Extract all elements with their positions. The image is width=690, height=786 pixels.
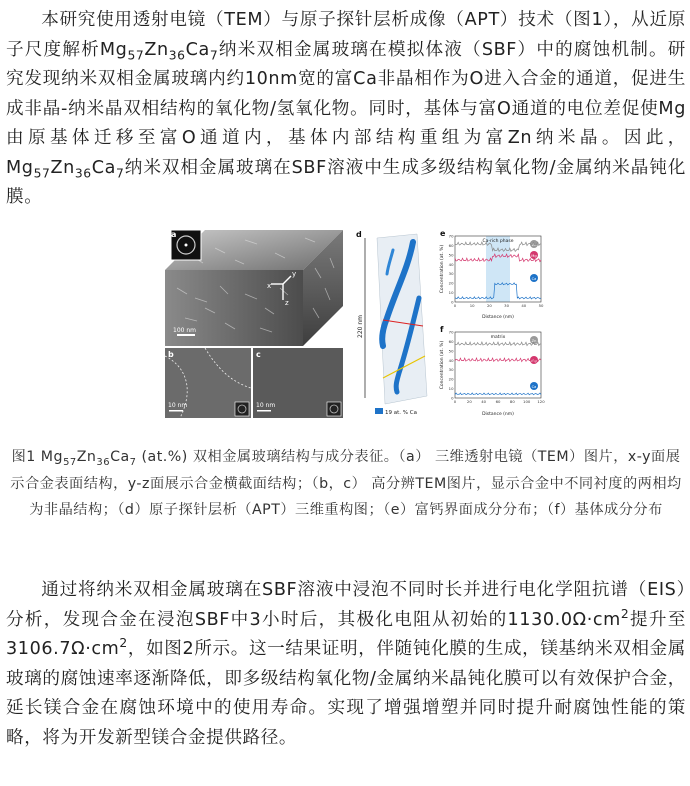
e-xtick: 0	[453, 303, 457, 308]
ca-rich-profile-chart	[439, 228, 545, 320]
e-ytick: 20	[448, 280, 454, 286]
panel-label-f: f	[440, 325, 444, 334]
e-xtick: 40	[521, 303, 527, 308]
e-ytick: 0	[451, 299, 454, 305]
e-ytick: 30	[448, 271, 454, 277]
axis-label-z: z	[285, 299, 289, 307]
f-ytick: 0	[451, 395, 454, 401]
panel-label-a: a	[171, 230, 177, 239]
apt-legend: 19 at. % Ca	[385, 410, 417, 416]
f-xtick: 60	[495, 399, 501, 404]
f-ytick: 70	[448, 329, 454, 335]
apt-reconstruction	[353, 228, 437, 418]
zn-badge-text: Zn	[531, 242, 537, 247]
text-run: Ca	[185, 39, 210, 60]
matrix-profile-chart	[439, 324, 545, 418]
apt-height-label: 220 nm	[357, 314, 364, 338]
subscript: 36	[168, 48, 186, 63]
hrtem-image-b	[165, 348, 251, 418]
text-run: 提升至3106.7Ω·cm	[6, 609, 686, 659]
ca-badge-text: Ca	[531, 384, 537, 389]
panel-b-hrtem	[165, 348, 251, 418]
ca-badge-text: Ca	[531, 276, 537, 281]
e-ytick: 40	[448, 261, 454, 267]
e-xtick: 20	[486, 303, 492, 308]
panel-c-hrtem	[253, 348, 343, 418]
figure-caption	[6, 444, 686, 524]
panel-d-apt	[353, 228, 437, 418]
f-xtick: 0	[453, 399, 457, 404]
f-yaxis-label: Concentration (at. %)	[440, 340, 445, 390]
text-run: Zn	[144, 39, 169, 60]
e-ytick: 70	[448, 233, 454, 239]
text-run: 纳米双相金属玻璃在SBF溶液中生成多级结构氧化物/金属纳米晶钝化膜。	[6, 157, 686, 207]
subscript: 36	[74, 166, 92, 181]
text-run: ，如图2所示。这一结果证明，伴随钝化膜的生成，镁基纳米双相金属玻璃的腐蚀速率逐渐降低，即多级结构氧化物/金属纳米晶钝化膜可以有效保护合金，延长镁合金在腐蚀环境中的使用寿命。实现了增强增塑并同时提升耐腐蚀性能的策略，将为开发新型镁合金提供路径。	[6, 639, 686, 748]
caption-text: Zn	[76, 449, 97, 465]
e-xaxis-label: Distance (nm)	[482, 315, 514, 320]
caption-text: Ca	[110, 449, 130, 465]
mg-badge-text: Mg	[531, 358, 537, 363]
mg-badge-text: Mg	[531, 253, 537, 258]
panel-e-profile	[439, 228, 545, 320]
axis-label-x: x	[267, 282, 272, 290]
caption-text: (at.%) 双相金属玻璃结构与成分表征。（a） 三维透射电镜（TEM）图片，x-y面展示合金表面结构，y-z面展示合金横截面结构；（b，c） 高分辨TEM图片，显示合金中不同衬度的两相均为非晶结构；（d）原子探针层析（APT）三维重构图；（e）富钙界面成分分布；（f）基体成分分布	[10, 449, 682, 518]
results-paragraph	[6, 576, 686, 753]
f-xaxis-label: Distance (nm)	[482, 412, 514, 417]
text-run: 纳米双相金属玻璃在模拟体液（SBF）中的腐蚀机制。研究发现纳米双相金属玻璃内约10nm宽的富Ca非晶相作为O进入合金的通道，促进生成非晶-纳米晶双相结构的氧化物/氢氧化物。同时，基体与富O通道的电位差促使Mg由原基体迁移至富O通道内，基体内部结构重组为富Zn纳米晶。因此，Mg	[6, 39, 686, 178]
f-xtick: 20	[466, 399, 472, 404]
subscript: 57	[33, 166, 51, 181]
text-run: 通过将纳米双相金属玻璃在SBF溶液中浸泡不同时长并进行电化学阻抗谱（EIS）分析，发现合金在浸泡SBF中3小时后，其极化电阻从初始的1130.0Ω·cm	[6, 580, 686, 630]
subscript: 57	[127, 48, 145, 63]
caption-text: 图1 Mg	[11, 449, 64, 465]
figure-1	[165, 228, 545, 418]
axis-label-y: y	[292, 270, 297, 278]
superscript: 2	[119, 636, 128, 651]
superscript: 2	[620, 606, 630, 621]
text-run: 本研究使用透射电镜（TEM）与原子探针层析成像（APT）技术（图1），从近原子尺度解析Mg	[6, 10, 686, 60]
panel-label-c: c	[256, 350, 261, 359]
e-yaxis-label: Concentration (at. %)	[440, 244, 445, 294]
tem-block-image	[165, 228, 343, 346]
subscript: 7	[116, 166, 125, 181]
f-ytick: 20	[448, 376, 454, 382]
f-xtick: 80	[509, 399, 515, 404]
subscript: 57	[63, 456, 77, 468]
e-phase-label: Ca-rich phase	[482, 239, 514, 244]
e-ytick: 50	[448, 252, 454, 258]
text-run: Ca	[91, 157, 116, 178]
subscript: 7	[129, 456, 137, 468]
e-xtick: 10	[469, 303, 475, 308]
f-ytick: 50	[448, 348, 454, 354]
subscript: 36	[96, 456, 111, 468]
zn-badge-text: Zn	[531, 338, 537, 343]
panel-label-b: b	[168, 350, 174, 359]
f-ytick: 10	[448, 386, 454, 392]
hrtem-image-c	[253, 348, 343, 418]
f-xtick: 100	[523, 399, 531, 404]
f-ytick: 60	[448, 338, 454, 344]
panel-label-d: d	[356, 230, 362, 239]
intro-paragraph	[6, 6, 686, 213]
panel-label-e: e	[440, 229, 446, 238]
e-ytick: 60	[448, 242, 454, 248]
scale-bar-b: 10 nm	[168, 402, 188, 409]
e-ytick: 10	[448, 290, 454, 296]
ca-rich-phase-band	[486, 236, 510, 302]
e-xtick: 30	[504, 303, 510, 308]
f-xtick: 40	[481, 399, 487, 404]
panel-f-profile	[439, 324, 545, 418]
subscript: 7	[209, 48, 219, 63]
f-ytick: 40	[448, 357, 454, 363]
panel-a-tem-block	[165, 228, 343, 346]
f-xtick: 120	[537, 399, 545, 404]
scale-bar-c: 10 nm	[256, 402, 276, 409]
f-ytick: 30	[448, 367, 454, 373]
scale-bar-a: 100 nm	[173, 327, 197, 334]
text-run: Zn	[50, 157, 75, 178]
e-xtick: 50	[538, 303, 544, 308]
f-phase-label: matrix	[490, 335, 506, 340]
